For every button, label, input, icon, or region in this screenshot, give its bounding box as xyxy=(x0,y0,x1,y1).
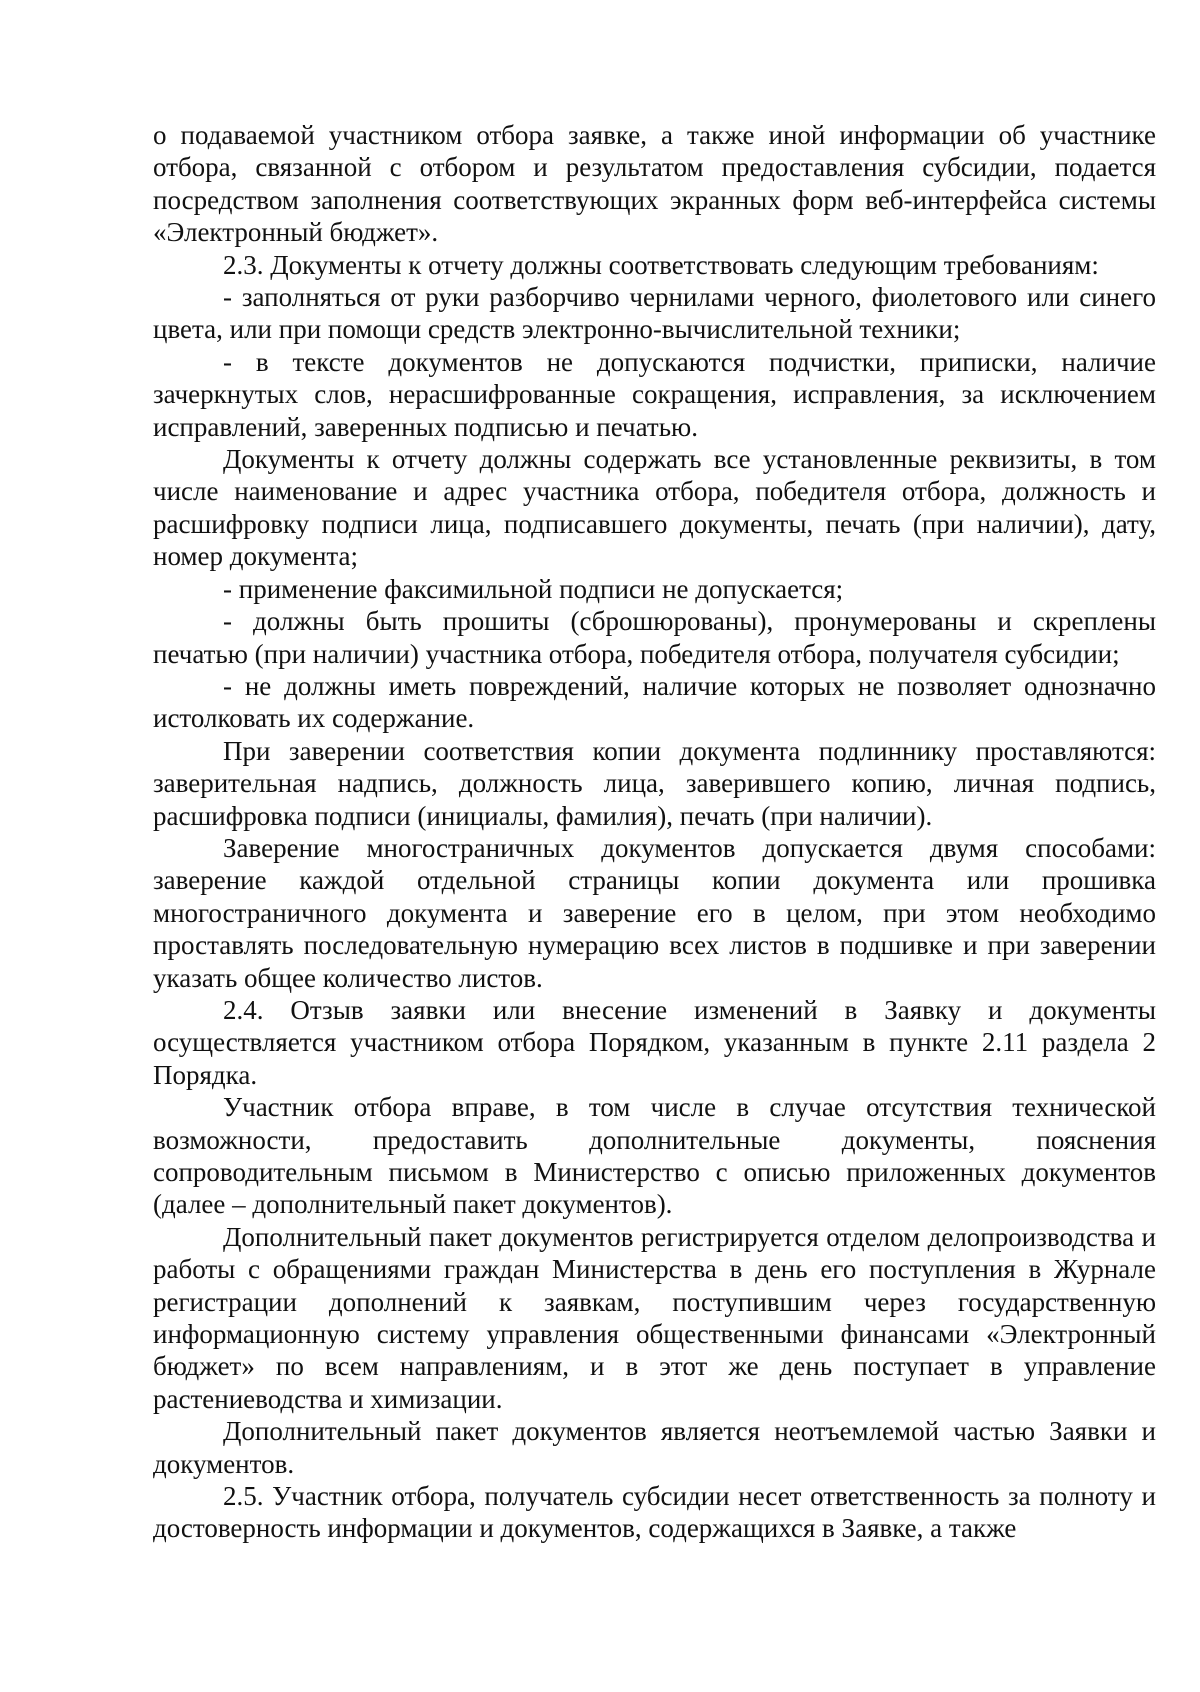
paragraph-ink-or-electronic: - заполняться от руки разборчиво чернилами черного, фиолетового или синего цвета, или при помощи средств электронно-вычислительной техники; xyxy=(153,282,1156,345)
paragraph-2-3-report-requirements: 2.3. Документы к отчету должны соответствовать следующим требованиям: xyxy=(223,249,1099,280)
paragraph-no-damage: - не должны иметь повреждений, наличие которых не позволяет однозначно истолковать их содержание. xyxy=(153,670,1156,734)
paragraph-bound-numbered: - должны быть прошиты (сброшюрованы), пронумерованы и скреплены печатью (при наличии) участника отбора, победителя отбора, получателя субсидии; xyxy=(153,606,1156,669)
paragraph-2-4-withdrawal: 2.4. Отзыв заявки или внесение изменений в Заявку и документы осуществляется участником отбора Порядком, указанным в пункте 2.11 раздела 2 Порядка. xyxy=(153,994,1156,1090)
paragraph-required-details: Документы к отчету должны содержать все установленные реквизиты, в том числе наименование и адрес участника отбора, победителя отбора, должность и расшифровку подписи лица, подписавшего документы, печать (при наличии), дату, номер документа; xyxy=(153,444,1156,572)
document-body xyxy=(153,119,1156,1545)
paragraph-2-5-responsibility: 2.5. Участник отбора, получатель субсидии несет ответственность за полноту и достоверность информации и документов, содержащихся в Заявке, а также xyxy=(153,1481,1156,1544)
paragraph-additional-documents: Участник отбора вправе, в том числе в случае отсутствия технической возможности, предоставить дополнительные документы, пояснения сопроводительным письмом в Министерство с описью приложенных документов (далее – дополнительный пакет документов). xyxy=(153,1092,1156,1220)
paragraph-no-facsimile: - применение факсимильной подписи не допускается; xyxy=(223,573,844,604)
paragraph-copy-certification: При заверении соответствия копии документа подлиннику проставляются: заверительная надпись, должность лица, заверившего копию, личная подпись, расшифровка подписи (инициалы, фамилия), печать (при наличии). xyxy=(153,735,1156,831)
paragraph-integral-part: Дополнительный пакет документов является неотъемлемой частью Заявки и документов. xyxy=(153,1416,1156,1479)
paragraph-registration: Дополнительный пакет документов регистрируется отделом делопроизводства и работы с обращениями граждан Министерства в день его поступления в Журнале регистрации дополнений к заявкам, поступившим через государственную информационную систему управления общественными финансами «Электронный бюджет» по всем направлениям, и в этот же день поступает в управление растениеводства и химизации. xyxy=(153,1221,1156,1414)
paragraph-no-erasures: - в тексте документов не допускаются подчистки, приписки, наличие зачеркнутых слов, нерасшифрованные сокращения, исправления, за исключением исправлений, заверенных подписью и печатью. xyxy=(153,346,1156,442)
paragraph-multipage-certification: Заверение многостраничных документов допускается двумя способами: заверение каждой отдельной страницы копии документа или прошивка многостраничного документа и заверение его в целом, при этом необходимо проставлять последовательную нумерацию всех листов в подшивке и при заверении указать общее количество листов. xyxy=(153,832,1156,993)
paragraph-continuation-web-interface: о подаваемой участником отбора заявке, а также иной информации об участнике отбора, связанной с отбором и результатом предоставления субсидии, подается посредством заполнения соответствующих экранных форм веб-интерфейса системы «Электронный бюджет». xyxy=(153,120,1156,248)
